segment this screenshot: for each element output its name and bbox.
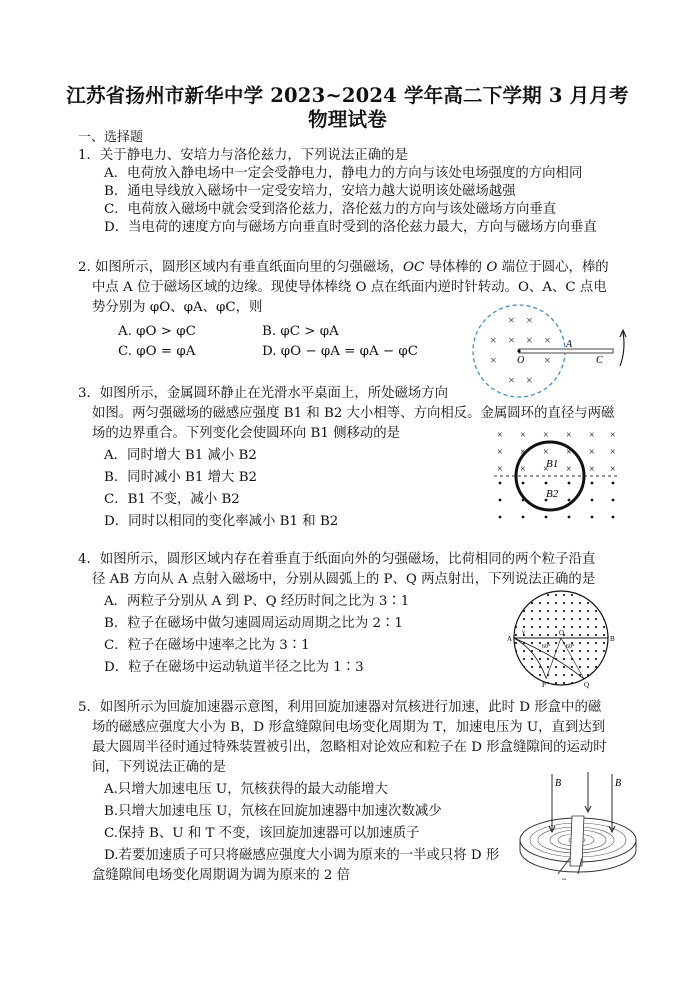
- q3-dot-mark: [612, 482, 615, 485]
- q3-dot-mark: [545, 482, 548, 485]
- q4-field-dot: [579, 682, 581, 684]
- q4-field-dot: [595, 650, 597, 652]
- q4-field-dot: [515, 618, 517, 620]
- q4-label-b: B: [610, 635, 615, 643]
- q4-option-b: B．粒子在磁场中做匀速圆周运动周期之比为 2∶1: [104, 616, 403, 631]
- q4-field-dot: [579, 602, 581, 604]
- q4-field-dot: [531, 658, 533, 660]
- q4-field-dots: [515, 594, 605, 684]
- q4-field-dot: [587, 650, 589, 652]
- q3-cross-mark: ×: [589, 464, 595, 475]
- q4-field-dot: [587, 666, 589, 668]
- q3-cross-mark: ×: [589, 447, 595, 458]
- q4-field-dot: [555, 594, 557, 596]
- q1-option-d: D．当电荷的速度方向与磁场方向垂直时受到的洛伦兹力最大，方向与磁场方向垂直: [104, 220, 597, 235]
- q4-field-dot: [595, 626, 597, 628]
- q4-field-dot: [531, 594, 533, 596]
- q5-option-a: A.只增大加速电压 U，氘核获得的最大动能增大: [104, 782, 388, 797]
- q4-field-dot: [587, 626, 589, 628]
- q4-field-dot: [555, 682, 557, 684]
- q4-field-dot: [603, 674, 605, 676]
- q5-label-b2: B: [615, 778, 622, 789]
- q4-field-dot: [515, 682, 517, 684]
- q4-field-dot: [547, 666, 549, 668]
- exam-title: 江苏省扬州市新华中学 2023~2024 学年高二下学期 3 月月考: [66, 84, 629, 107]
- q4-field-dot: [571, 610, 573, 612]
- q5-stem-line4: 间，下列说法正确的是: [92, 760, 226, 775]
- q4-field-dot: [603, 626, 605, 628]
- q4-label-p: P: [542, 681, 546, 689]
- q4-stem-line1: 4．如图所示，圆形区域内存在着垂直于纸面向外的匀强磁场，比荷相同的两个粒子沿直: [78, 552, 596, 567]
- q4-field-dot: [595, 602, 597, 604]
- q4-field-dot: [539, 682, 541, 684]
- q4-field-dot: [531, 610, 533, 612]
- q4-field-dot: [563, 626, 565, 628]
- q4-field-dot: [515, 642, 517, 644]
- q4-field-dot: [539, 674, 541, 676]
- q5-stem-line2: 场的磁感应强度大小为 B，D 形盒缝隙间电场变化周期为 T，加速电压为 U，直到达到: [92, 720, 606, 735]
- svg-text:×: ×: [490, 333, 497, 347]
- q4-field-dot: [587, 594, 589, 596]
- q4-option-a: A．两粒子分别从 A 到 P、Q 经历时间之比为 3∶1: [104, 594, 410, 609]
- svg-text:×: ×: [544, 333, 551, 347]
- q3-cross-mark: ×: [497, 430, 503, 441]
- q4-option-c: C．粒子在磁场中速率之比为 3∶1: [104, 638, 310, 653]
- q3-dot-mark: [568, 482, 571, 485]
- svg-text:×: ×: [526, 333, 533, 347]
- q4-field-dot: [603, 642, 605, 644]
- q3-dot-mark: [499, 516, 502, 519]
- q2-option-c: C. φO = φA: [118, 344, 196, 359]
- q3-cross-mark: ×: [497, 447, 503, 458]
- q5-option-d-line2: 盒缝隙间电场变化周期调为调为原来的 2 倍: [92, 868, 351, 883]
- q4-field-dot: [603, 610, 605, 612]
- q4-field-dot: [579, 626, 581, 628]
- svg-text:×: ×: [508, 333, 515, 347]
- q4-field-dot: [555, 674, 557, 676]
- q4-field-dot: [571, 650, 573, 652]
- q2-figure: [470, 300, 645, 400]
- q3-option-d: D．同时以相同的变化率减小 B1 和 B2: [104, 514, 339, 529]
- q4-label-o: O: [559, 629, 565, 637]
- q4-field-dot: [587, 642, 589, 644]
- svg-text:×: ×: [526, 313, 533, 327]
- q4-field-dot: [547, 626, 549, 628]
- q4-field-dot: [579, 618, 581, 620]
- svg-text:×: ×: [508, 313, 515, 327]
- q4-field-dot: [523, 674, 525, 676]
- q3-dot-mark: [568, 516, 571, 519]
- q4-field-dot: [555, 602, 557, 604]
- q4-field-dot: [603, 650, 605, 652]
- q2-option-b: B. φC > φA: [262, 324, 339, 339]
- q2-stem-line1: 2. 如图所示，圆形区域内有垂直纸面向里的匀强磁场，OC 导体棒的 O 端位于圆心，棒的: [78, 260, 609, 275]
- q4-field-dot: [555, 642, 557, 644]
- q4-field-dot: [563, 666, 565, 668]
- q4-field-dot: [587, 602, 589, 604]
- q5-figure: [512, 770, 652, 885]
- q4-option-d: D．粒子在磁场中运动轨道半径之比为 1∶3: [104, 660, 364, 675]
- q3-cross-mark: ×: [566, 447, 572, 458]
- q3-dot-mark: [522, 482, 525, 485]
- q4-field-dot: [539, 610, 541, 612]
- q4-field-dot: [595, 658, 597, 660]
- q4-field-dot: [547, 602, 549, 604]
- q4-stem-line2: 径 AB 方向从 A 点射入磁场中，分别从圆弧上的 P、Q 两点射出，下列说法正确的是: [92, 572, 596, 587]
- q2-rotation-arrow: [620, 332, 624, 366]
- q3-dot-mark: [612, 499, 615, 502]
- q4-field-dot: [571, 666, 573, 668]
- q4-field-dot: [579, 658, 581, 660]
- q3-cross-mark: ×: [610, 464, 616, 475]
- q4-field-dot: [515, 658, 517, 660]
- q4-field-dot: [555, 626, 557, 628]
- q4-angle-2: 60°: [566, 644, 575, 650]
- q3-cross-mark: ×: [497, 464, 503, 475]
- q4-field-dot: [603, 682, 605, 684]
- q3-cross-mark: ×: [543, 447, 549, 458]
- q3-dot-mark: [499, 482, 502, 485]
- q4-field-dot: [539, 658, 541, 660]
- q4-field-dot: [579, 634, 581, 636]
- q4-field-dot: [563, 610, 565, 612]
- q2-label-o: O: [517, 355, 525, 366]
- svg-text:×: ×: [490, 353, 497, 367]
- svg-text:×: ×: [526, 373, 533, 387]
- q3-option-b: B．同时减小 B1 增大 B2: [104, 470, 258, 485]
- q3-dot-mark: [522, 516, 525, 519]
- q4-field-dot: [515, 610, 517, 612]
- q4-field-dot: [531, 666, 533, 668]
- q3-cross-mark: ×: [610, 430, 616, 441]
- q4-field-dot: [515, 674, 517, 676]
- q4-field-dot: [515, 634, 517, 636]
- q4-field-dot: [555, 618, 557, 620]
- q3-dot-mark: [545, 516, 548, 519]
- q3-stem-line2: 如图。两匀强磁场的磁感应强度 B1 和 B2 大小相等、方向相反。金属圆环的直径与两磁: [92, 406, 615, 421]
- q3-option-c: C．B1 不变，减小 B2: [104, 492, 240, 507]
- q4-field-dot: [531, 626, 533, 628]
- q2-label-a: A: [566, 339, 573, 350]
- q2-label-c: C: [596, 355, 603, 366]
- q4-field-dot: [515, 602, 517, 604]
- q4-field-dot: [523, 658, 525, 660]
- section-heading: 一、选择题: [78, 130, 144, 145]
- q4-field-dot: [531, 634, 533, 636]
- q4-field-dot: [571, 634, 573, 636]
- q4-field-dot: [595, 618, 597, 620]
- q4-field-dot: [523, 602, 525, 604]
- q5-option-c: C.保持 B、U 和 T 不变，该回旋加速器可以加速质子: [104, 826, 420, 841]
- q5-ac-source: ~: [562, 875, 567, 884]
- q3-cross-mark: ×: [520, 464, 526, 475]
- q5-stem-line1: 5．如图所示为回旋加速器示意图，利用回旋加速器对氘核进行加速，此时 D 形盒中的磁: [78, 700, 602, 715]
- q4-field-dot: [563, 658, 565, 660]
- q4-field-dot: [555, 666, 557, 668]
- q4-field-dot: [595, 674, 597, 676]
- q5-label-b1: B: [555, 778, 562, 789]
- q4-field-dot: [563, 602, 565, 604]
- q4-field-dot: [563, 650, 565, 652]
- q5-option-b: B.只增大加速电压 U，氘核在回旋加速器中加速次数减少: [104, 804, 442, 819]
- q2-stem-line2: 中点 A 位于磁场区域的边缘。现使导体棒绕 O 点在纸面内逆时针转动。O、A、C 点电: [92, 280, 607, 295]
- q2-option-a: A. φO > φC: [118, 324, 196, 339]
- q4-field-dot: [595, 610, 597, 612]
- q4-field-dot: [539, 602, 541, 604]
- q4-field-dot: [595, 594, 597, 596]
- q3-dot-mark: [568, 499, 571, 502]
- q4-field-dot: [547, 594, 549, 596]
- q4-field-dot: [539, 642, 541, 644]
- q4-field-dot: [587, 634, 589, 636]
- q1-option-a: A．电荷放入静电场中一定会受静电力，静电力的方向与该处电场强度的方向相同: [104, 166, 583, 181]
- q4-field-dot: [547, 634, 549, 636]
- q4-field-dot: [571, 618, 573, 620]
- q4-field-dot: [571, 674, 573, 676]
- q3-cross-mark: ×: [566, 464, 572, 475]
- q3-label-b2: B2: [546, 488, 559, 500]
- q3-cross-mark: ×: [566, 430, 572, 441]
- q4-field-dot: [603, 594, 605, 596]
- q4-field-dot: [579, 642, 581, 644]
- q2-stem-line3: 势分别为 φO、φA、φC，则: [92, 300, 263, 315]
- q5-option-d-line1: D.若要加速质子可只将磁感应强度大小调为原来的一半或只将 D 形: [104, 848, 500, 863]
- q4-field-dot: [563, 594, 565, 596]
- q3-cross-mark: ×: [520, 447, 526, 458]
- q3-dot-mark: [499, 499, 502, 502]
- q4-field-dot: [531, 682, 533, 684]
- q4-field-dot: [547, 650, 549, 652]
- q4-field-dot: [587, 618, 589, 620]
- q3-dot-mark: [591, 516, 594, 519]
- q4-field-dot: [547, 658, 549, 660]
- q3-option-a: A．同时增大 B1 减小 B2: [104, 448, 257, 463]
- q4-field-dot: [595, 682, 597, 684]
- q4-field-dot: [571, 594, 573, 596]
- q3-cross-mark: ×: [589, 430, 595, 441]
- q4-field-dot: [563, 618, 565, 620]
- q4-field-dot: [571, 626, 573, 628]
- q3-figure: [494, 428, 619, 524]
- svg-text:×: ×: [544, 353, 551, 367]
- q4-field-dot: [515, 594, 517, 596]
- q3-cross-mark: ×: [520, 430, 526, 441]
- q3-stem-line3: 场的边界重合。下列变化会使圆环向 B1 侧移动的是: [92, 426, 401, 441]
- q3-dot-mark: [591, 499, 594, 502]
- q4-field-dot: [555, 634, 557, 636]
- q4-field-dot: [547, 610, 549, 612]
- q4-field-dot: [587, 658, 589, 660]
- q3-dot-mark: [591, 482, 594, 485]
- q4-field-dot: [587, 610, 589, 612]
- q4-field-dot: [539, 634, 541, 636]
- exam-subtitle: 物理试卷: [308, 108, 387, 131]
- q4-field-dot: [523, 682, 525, 684]
- q4-field-dot: [595, 642, 597, 644]
- q5-stem-line3: 最大圆周半径时通过特殊装置被引出，忽略相对论效应和粒子在 D 形盒缝隙间的运动时: [92, 740, 607, 755]
- q4-label-q: Q: [584, 681, 590, 689]
- q4-field-dot: [579, 650, 581, 652]
- q1-option-c: C．电荷放入磁场中就会受到洛伦兹力，洛伦兹力的方向与该处磁场方向垂直: [104, 202, 557, 217]
- q3-dot-mark: [612, 516, 615, 519]
- q4-angle-1: 60°: [542, 644, 551, 650]
- q1-option-b: B．通电导线放入磁场中一定受安培力，安培力越大说明该处磁场越强: [104, 184, 516, 199]
- q4-label-a: A: [507, 635, 513, 643]
- q4-field-dot: [523, 650, 525, 652]
- q4-field-dot: [515, 666, 517, 668]
- q4-field-dot: [579, 610, 581, 612]
- q1-stem: 1．关于静电力、安培力与洛伦兹力，下列说法正确的是: [78, 148, 408, 163]
- q4-field-dot: [579, 666, 581, 668]
- q4-field-dot: [603, 634, 605, 636]
- q4-field-dot: [555, 610, 557, 612]
- q4-field-dot: [595, 634, 597, 636]
- q4-field-dot: [563, 674, 565, 676]
- q4-field-dot: [547, 618, 549, 620]
- q3-cross-mark: ×: [543, 430, 549, 441]
- q4-field-dot: [603, 666, 605, 668]
- q4-field-dot: [563, 682, 565, 684]
- q4-field-dot: [571, 602, 573, 604]
- svg-text:×: ×: [508, 373, 515, 387]
- q3-label-b1: B1: [546, 458, 559, 470]
- q4-field-dot: [531, 618, 533, 620]
- q4-field-dot: [523, 594, 525, 596]
- q4-field-dot: [531, 642, 533, 644]
- q4-field-dot: [539, 618, 541, 620]
- q4-label-v: v: [522, 628, 526, 636]
- q3-cross-mark: ×: [543, 464, 549, 475]
- q4-figure: [506, 586, 616, 690]
- q3-stem-line1: 3．如图所示，金属圆环静止在光滑水平桌面上，所处磁场方向: [78, 386, 449, 401]
- q3-cross-mark: ×: [610, 447, 616, 458]
- q4-field-dot: [539, 626, 541, 628]
- q4-field-dot: [523, 618, 525, 620]
- q2-option-d: D. φO − φA = φA − φC: [262, 344, 419, 359]
- q4-field-dot: [603, 602, 605, 604]
